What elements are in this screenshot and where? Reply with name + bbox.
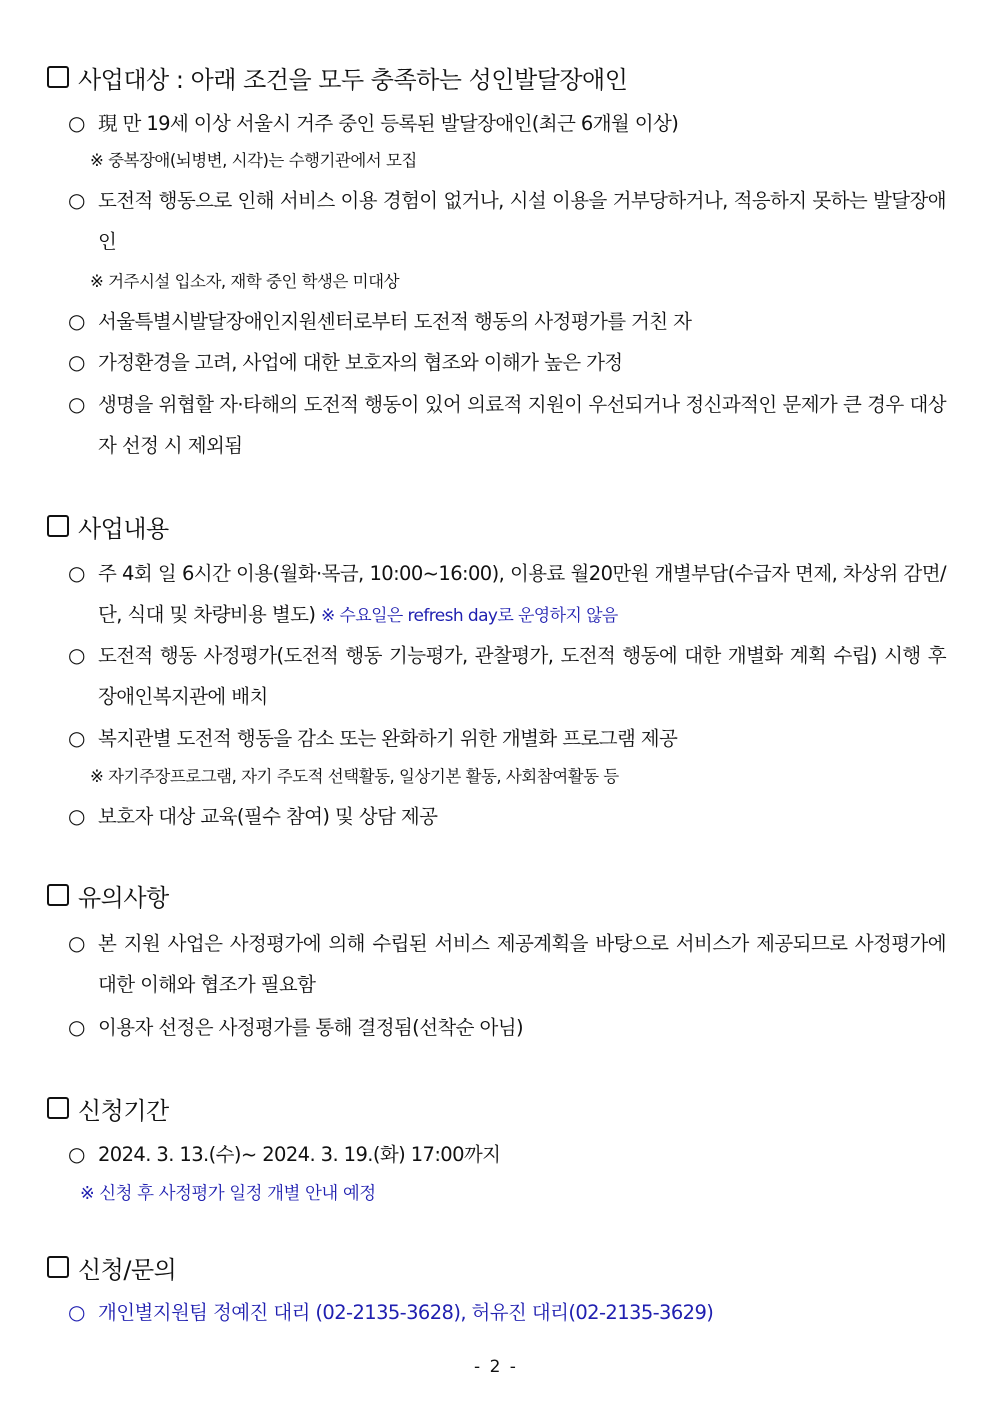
list-item-text: 서울특별시발달장애인지원센터로부터 도전적 행동의 사정평가를 거친 자	[98, 310, 692, 333]
inline-note-text: ※ 수요일은 refresh day로 운영하지 않음	[320, 606, 618, 626]
circle-bullet-icon: ○	[68, 1300, 85, 1324]
list-item-main-text: 주 4회 일 6시간 이용(월화·목금, 10:00~16:00), 이용료 월20만원 개별부담(수급자 면제, 차상위 감면/ 단, 식대 및 차량비용 별도)	[98, 562, 946, 626]
list-item	[68, 635, 946, 717]
list-item-text: 도전적 행동 사정평가(도전적 행동 기능평가, 관찰평가, 도전적 행동에 대한 개별화 계획 수립) 시행 후 장애인복지관에 배치	[98, 644, 946, 708]
note-text: ※ 자기주장프로그램, 자기 주도적 선택활동, 일상기본 활동, 사회참여활동 등	[90, 767, 619, 786]
circle-bullet-icon: ○	[68, 1142, 85, 1166]
circle-bullet-icon: ○	[68, 931, 85, 955]
list-item-text: 복지관별 도전적 행동을 감소 또는 완화하기 위한 개별화 프로그램 제공	[98, 727, 678, 750]
circle-bullet-icon: ○	[68, 1015, 85, 1039]
circle-bullet-icon: ○	[68, 726, 85, 750]
page-number: - 2 -	[474, 1357, 518, 1377]
list-item-text: 이용자 선정은 사정평가를 통해 결정됨(선착순 아님)	[98, 1016, 523, 1039]
section-title: 사업대상 : 아래 조건을 모두 충족하는 성인발달장애인	[78, 65, 628, 94]
list-item-text: 도전적 행동으로 인해 서비스 이용 경험이 없거나, 시설 이용을 거부당하거나, 적응하지 못하는 발달장애인	[98, 189, 946, 253]
circle-bullet-icon: ○	[68, 188, 85, 212]
list-item	[68, 384, 946, 466]
circle-bullet-icon: ○	[68, 561, 85, 585]
section-title: 유의사항	[78, 883, 169, 912]
list-item	[68, 923, 946, 1005]
circle-bullet-icon: ○	[68, 111, 85, 135]
square-box-icon	[47, 66, 69, 88]
list-item	[68, 1007, 946, 1048]
list-item-text: 現 만 19세 이상 서울시 거주 중인 등록된 발달장애인(최근 6개월 이상)	[98, 112, 679, 135]
section-heading	[47, 1093, 169, 1123]
list-item-text: 가정환경을 고려, 사업에 대한 보호자의 협조와 이해가 높은 가정	[98, 351, 623, 374]
section-heading	[47, 62, 627, 92]
circle-bullet-icon: ○	[68, 350, 85, 374]
circle-bullet-icon: ○	[68, 643, 85, 667]
section-title: 신청/문의	[78, 1255, 177, 1284]
list-item	[68, 718, 946, 759]
square-box-icon	[47, 515, 69, 537]
list-item	[68, 1292, 946, 1333]
circle-bullet-icon: ○	[68, 309, 85, 333]
list-item-text	[68, 553, 946, 637]
note-text: ※ 중복장애(뇌병변, 시각)는 수행기관에서 모집	[90, 151, 417, 170]
list-item-text: 2024. 3. 13.(수)~ 2024. 3. 19.(화) 17:00까지	[98, 1143, 501, 1166]
list-item	[68, 301, 946, 342]
note-text: ※ 신청 후 사정평가 일정 개별 안내 예정	[80, 1184, 376, 1204]
list-item-text: 생명을 위협할 자·타해의 도전적 행동이 있어 의료적 지원이 우선되거나 정신과적인 문제가 큰 경우 대상자 선정 시 제외됨	[98, 393, 946, 457]
list-item	[68, 796, 946, 837]
contact-text: 개인별지원팀 정예진 대리 (02-2135-3628), 허유진 대리(02-2135-3629)	[98, 1301, 714, 1324]
list-item	[68, 553, 946, 637]
list-item	[68, 103, 946, 144]
circle-bullet-icon: ○	[68, 804, 85, 828]
section-title: 신청기간	[78, 1096, 169, 1125]
section-heading	[47, 1252, 176, 1282]
list-item	[68, 1134, 946, 1175]
circle-bullet-icon: ○	[68, 392, 85, 416]
section-heading	[47, 880, 169, 910]
section-heading	[47, 511, 169, 541]
note-text: ※ 거주시설 입소자, 재학 중인 학생은 미대상	[90, 272, 400, 291]
list-item-text: 본 지원 사업은 사정평가에 의해 수립된 서비스 제공계획을 바탕으로 서비스가 제공되므로 사정평가에 대한 이해와 협조가 필요함	[98, 932, 946, 996]
list-item-text: 보호자 대상 교육(필수 참여) 및 상담 제공	[98, 805, 438, 828]
square-box-icon	[47, 884, 69, 906]
list-item	[68, 342, 946, 383]
square-box-icon	[47, 1097, 69, 1119]
list-item	[68, 180, 946, 262]
square-box-icon	[47, 1256, 69, 1278]
section-title: 사업내용	[78, 514, 169, 543]
